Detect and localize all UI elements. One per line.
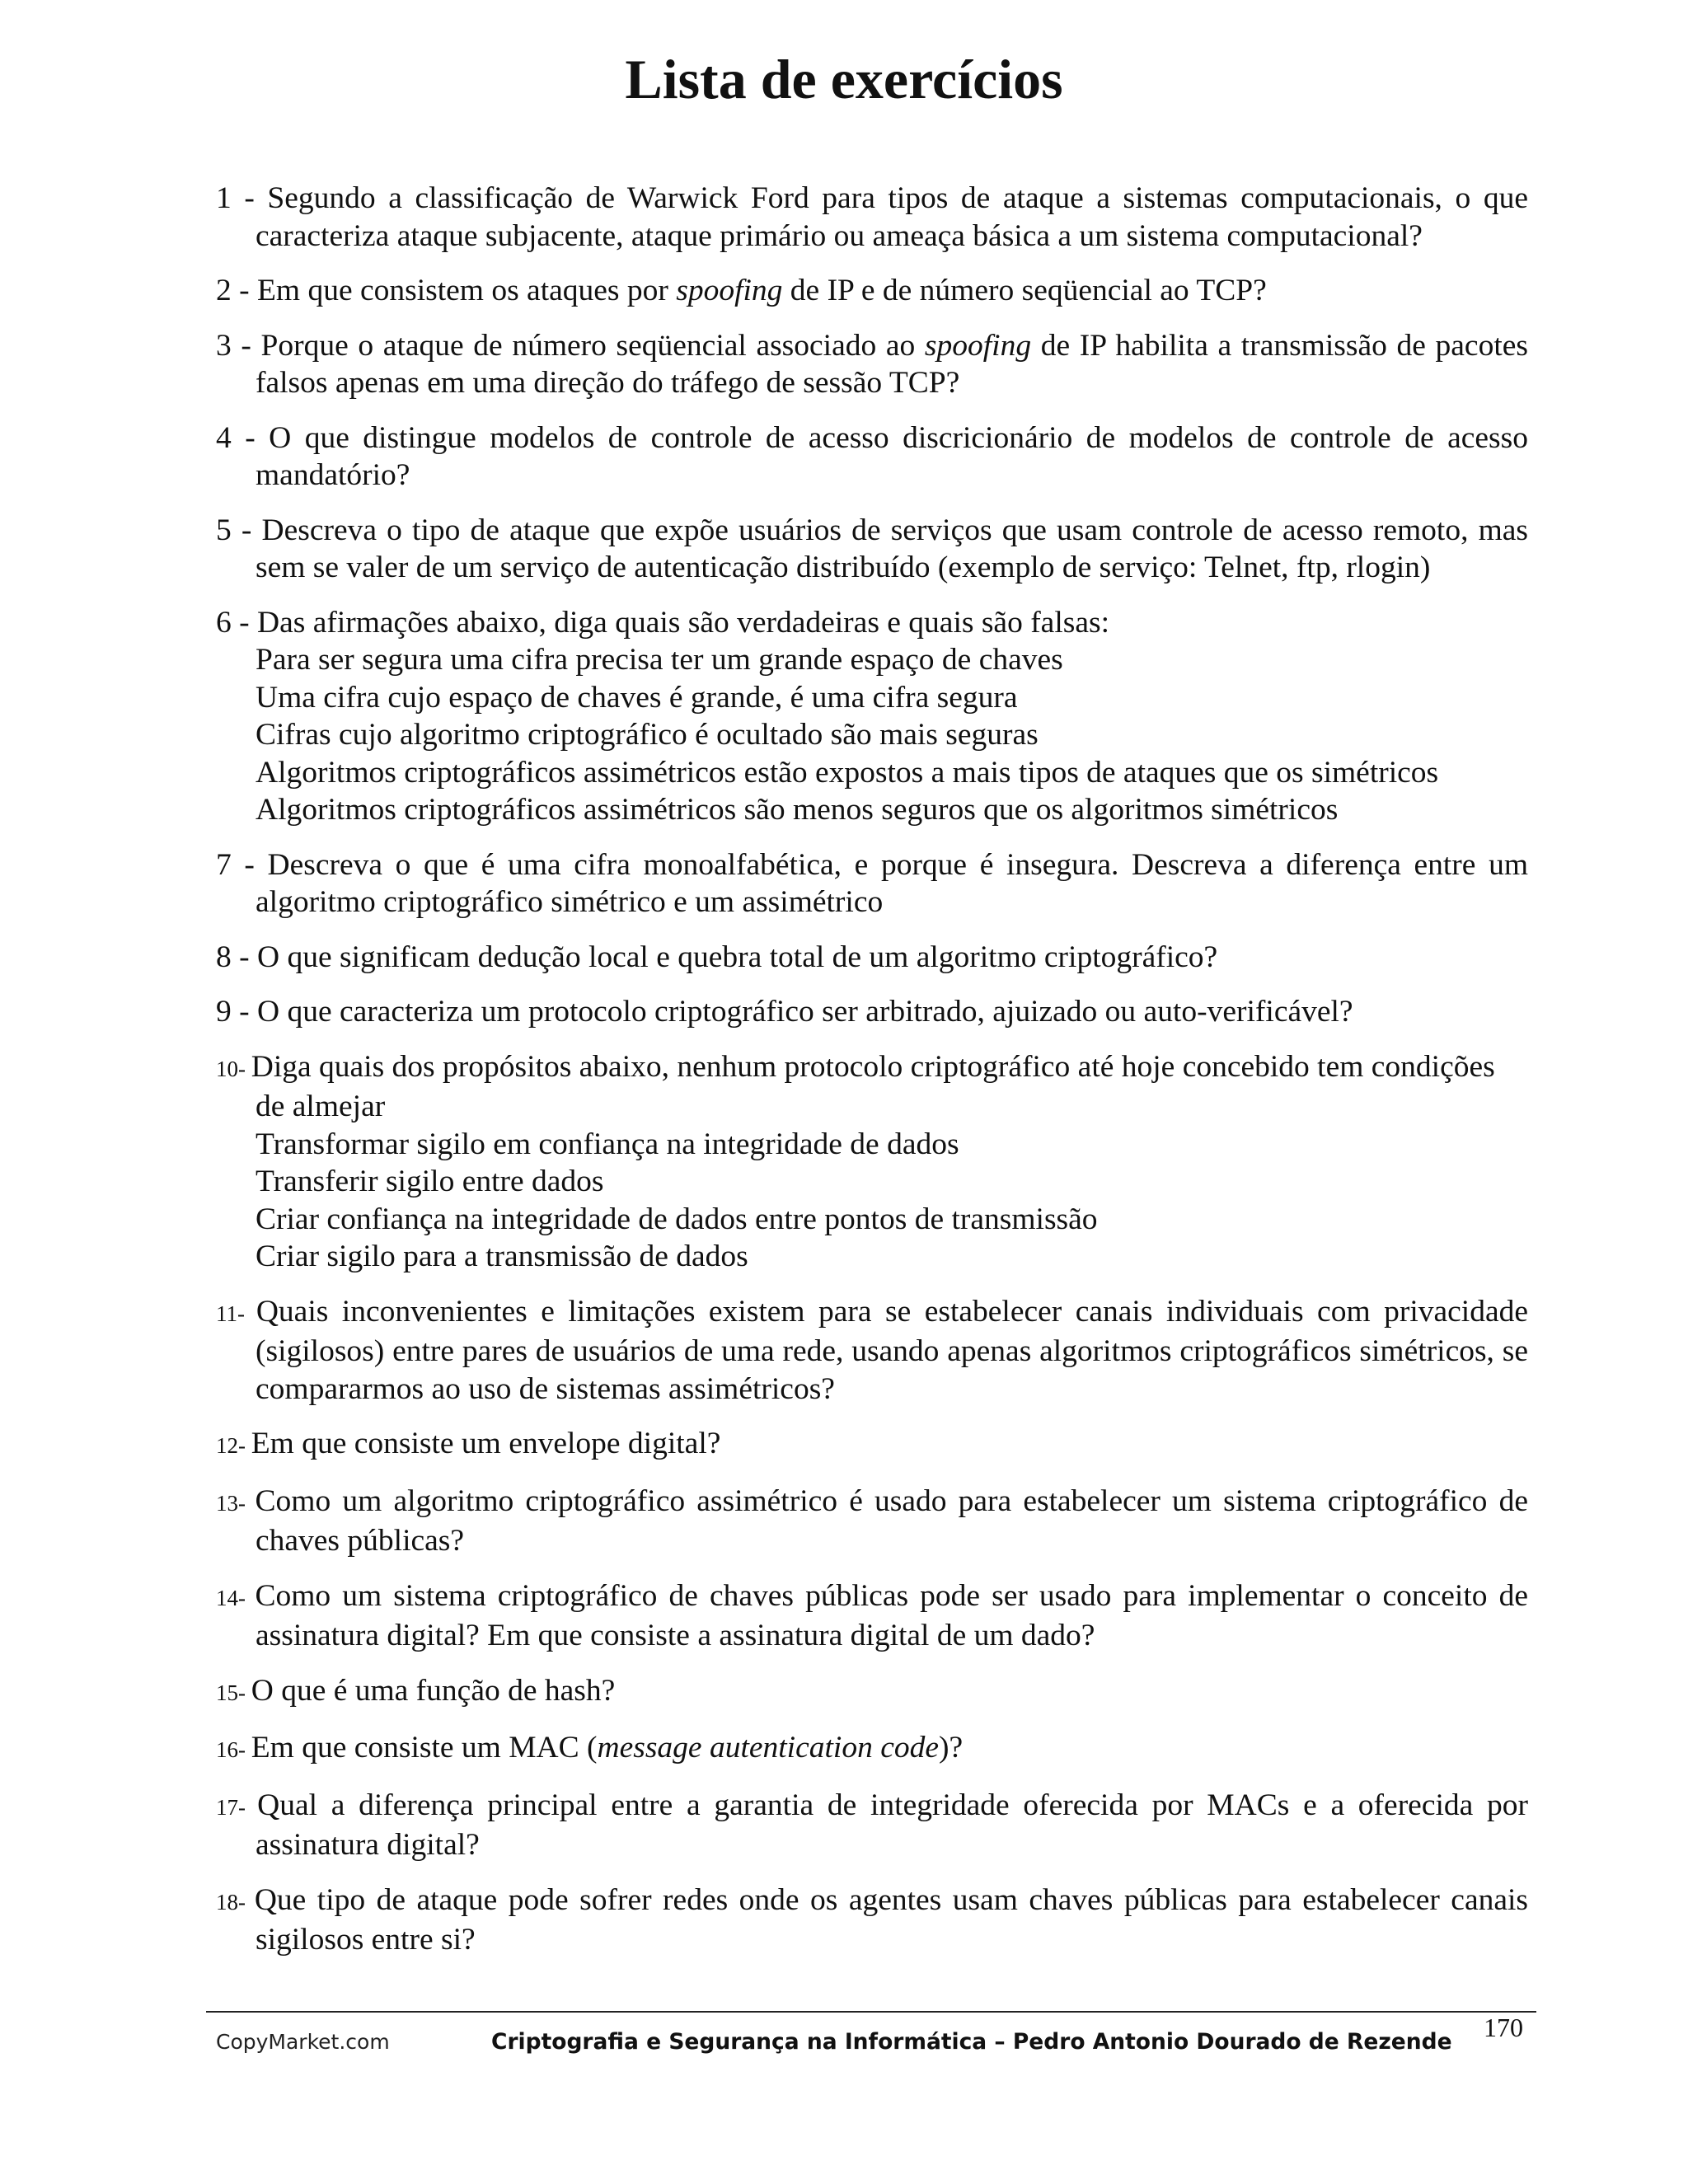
exercise-number: 11- [216, 1301, 256, 1326]
exercise-text: Que tipo de ataque pode sofrer redes onde os agentes usam chaves públicas para estabelecer canais sigilosos entre si? [254, 1882, 1528, 1957]
exercise-text: Descreva o tipo de ataque que expõe usuários de serviços que usam controle de acesso remoto, mas sem se valer de um serviço de autenticação distribuído (exemplo de serviço: Telnet, ftp, rlogin) [256, 513, 1528, 584]
exercise-text: Diga quais dos propósitos abaixo, nenhum protocolo criptográfico até hoje concebido tem condições de almejar [251, 1049, 1495, 1123]
exercise-number: 12- [216, 1433, 251, 1458]
exercise-number: 3 - [216, 328, 261, 363]
exercise-number: 14- [216, 1585, 256, 1610]
exercise-number: 8 - [216, 940, 257, 974]
exercise-item [216, 1882, 1528, 1959]
exercise-text: Qual a diferença principal entre a garantia de integridade oferecida por MACs e a oferecida por assinatura digital? [256, 1788, 1529, 1862]
exercise-text: )? [939, 1731, 964, 1765]
exercise-text: Quais inconvenientes e limitações existem para se estabelecer canais individuais com privacidade (sigilosos) entre pares de usuários de uma rede, usando apenas algoritmos criptográficos simétricos, se compararmos ao uso de sistemas assimétricos? [256, 1294, 1528, 1406]
exercise-text-italic: spoofing [924, 328, 1032, 363]
exercise-text: Como um sistema criptográfico de chaves públicas pode ser usado para implementar o conceito de assinatura digital? Em que consiste a assinatura digital de um dado? [255, 1578, 1528, 1652]
exercise-number: 4 - [216, 420, 270, 455]
exercise-text: O que significam dedução local e quebra total de um algoritmo criptográfico? [257, 940, 1218, 974]
exercise-number: 7 - [216, 847, 268, 882]
exercise-text-italic: message autentication code [597, 1731, 939, 1765]
exercise-item [216, 1425, 1528, 1465]
exercise-text-italic: spoofing [676, 274, 783, 307]
exercise-text: Descreva o que é uma cifra monoalfabética, e porque é insegura. Descreva a diferença entre um algoritmo criptográfico simétrico e um assimétrico [256, 847, 1528, 919]
exercise-number: 5 - [216, 513, 262, 547]
exercise-list [216, 180, 1528, 1976]
exercise-subitem: Para ser segura uma cifra precisa ter um grande espaço de chaves [256, 643, 1063, 677]
exercise-item [216, 1048, 1528, 1276]
exercise-text: O que distingue modelos de controle de acesso discricionário de modelos de controle de acesso mandatório? [256, 420, 1528, 492]
exercise-text: Das afirmações abaixo, diga quais são verdadeiras e quais são falsas: [257, 605, 1109, 640]
exercise-item [216, 1787, 1528, 1864]
exercise-text: Como um algoritmo criptográfico assimétrico é usado para estabelecer um sistema criptográfico de chaves públicas? [255, 1483, 1528, 1558]
exercise-item [216, 512, 1528, 587]
exercise-text: de IP habilita a transmissão de pacotes falsos apenas em uma direção do tráfego de sessão TCP? [256, 328, 1528, 400]
footer-publisher: CopyMarket.com [216, 2030, 390, 2054]
exercise-text: O que caracteriza um protocolo criptográfico ser arbitrado, ajuizado ou auto-verificável? [257, 995, 1353, 1029]
exercise-item [216, 419, 1528, 494]
exercise-subitem: Cifras cujo algoritmo criptográfico é ocultado são mais seguras [256, 718, 1039, 752]
exercise-item [216, 327, 1528, 402]
exercise-number: 15- [216, 1680, 251, 1705]
exercise-item [216, 180, 1528, 255]
exercise-number: 16- [216, 1737, 251, 1762]
exercise-item [216, 993, 1528, 1031]
exercise-item [216, 1293, 1528, 1408]
exercise-subitem: Criar confiança na integridade de dados entre pontos de transmissão [256, 1202, 1098, 1236]
exercise-text: Segundo a classificação de Warwick Ford para tipos de ataque a sistemas computacionais, o que caracteriza ataque subjacente, ataque primário ou ameaça básica a um sistema computacional? [256, 181, 1528, 253]
exercise-subitem: Algoritmos criptográficos assimétricos são menos seguros que os algoritmos simétricos [256, 793, 1339, 827]
exercise-subitem: Criar sigilo para a transmissão de dados [256, 1240, 748, 1273]
exercise-item [216, 1577, 1528, 1655]
exercise-item [216, 939, 1528, 977]
exercise-number: 13- [216, 1490, 256, 1516]
exercise-text: Porque o ataque de número seqüencial associado ao [260, 328, 925, 363]
footer-rule [206, 2011, 1536, 2013]
exercise-item [216, 846, 1528, 921]
footer-book-title: Criptografia e Segurança na Informática – Pedro Antonio Dourado de Rezende [491, 2029, 1452, 2055]
exercise-text: Em que consiste um envelope digital? [251, 1427, 721, 1460]
exercise-subitem: Transferir sigilo entre dados [256, 1165, 604, 1198]
exercise-text: de IP e de número seqüencial ao TCP? [782, 274, 1267, 307]
exercise-number: 9 - [216, 995, 257, 1029]
exercise-text: Em que consiste um MAC ( [251, 1731, 598, 1765]
exercise-number: 17- [216, 1794, 258, 1820]
exercise-subitem: Transformar sigilo em confiança na integridade de dados [256, 1127, 959, 1161]
exercise-number: 10- [216, 1056, 251, 1081]
exercise-number: 18- [216, 1889, 255, 1915]
page-title: Lista de exercícios [625, 48, 1063, 110]
exercise-number: 6 - [216, 605, 257, 640]
exercise-number: 1 - [216, 181, 268, 215]
exercise-text: Em que consistem os ataques por [257, 274, 677, 307]
exercise-item [216, 1483, 1528, 1560]
exercise-item [216, 1672, 1528, 1713]
exercise-subitem: Uma cifra cujo espaço de chaves é grande, é uma cifra segura [256, 680, 1018, 715]
exercise-item [216, 272, 1528, 310]
exercise-item [216, 604, 1528, 829]
exercise-text: O que é uma função de hash? [251, 1673, 616, 1708]
exercise-item [216, 1729, 1528, 1769]
exercise-subitem: Algoritmos criptográficos assimétricos estão expostos a mais tipos de ataques que os simétricos [256, 755, 1439, 790]
exercise-number: 2 - [216, 274, 257, 307]
page-number: 170 [1484, 2013, 1523, 2042]
